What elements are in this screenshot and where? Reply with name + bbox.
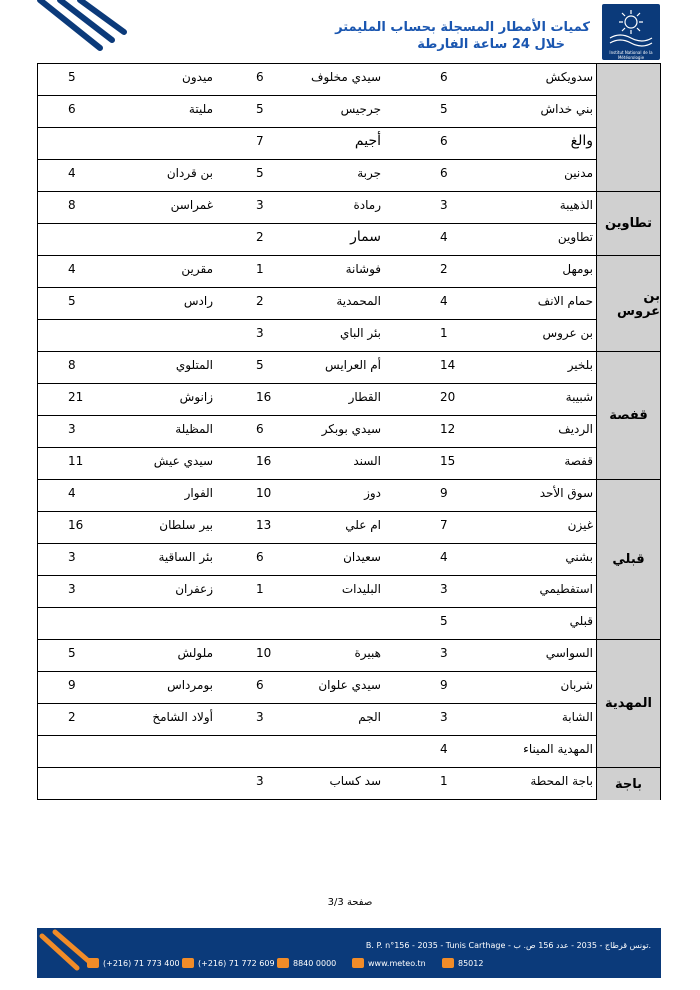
rainfall-value: 9 [68, 678, 76, 692]
station-name: جرجيس [340, 102, 381, 116]
station-name: باجة المحطة [530, 774, 593, 788]
station-name: بئر الساقية [158, 550, 213, 564]
rainfall-value: 3 [256, 198, 264, 212]
station-name: الذهيبة [559, 198, 593, 212]
header-stripes [0, 0, 140, 70]
station-name: غيزن [567, 518, 593, 532]
rainfall-value: 15 [440, 454, 456, 468]
rainfall-value: 7 [256, 134, 264, 148]
station-name: حمام الانف [537, 294, 593, 308]
rainfall-value: 2 [68, 710, 76, 724]
table-row [38, 192, 596, 224]
governorate-cell: بن عروس [596, 256, 660, 352]
footer-contact [87, 958, 180, 968]
table-row [38, 768, 596, 800]
station-name: الشابة [561, 710, 593, 724]
table-row [38, 704, 596, 736]
footer-contact [352, 958, 426, 968]
rainfall-value: 2 [440, 262, 448, 276]
rainfall-value: 1 [440, 326, 448, 340]
station-name: ميدون [182, 70, 213, 84]
rainfall-value: 5 [68, 70, 76, 84]
rainfall-value: 8 [68, 358, 76, 372]
table-row [38, 256, 596, 288]
rainfall-value: 3 [68, 582, 76, 596]
footer-contacts [87, 958, 651, 972]
table-row [38, 544, 596, 576]
table-row [38, 64, 596, 96]
table-row [38, 96, 596, 128]
rainfall-value: 4 [440, 742, 448, 756]
table-row [38, 576, 596, 608]
station-name: فوشانة [345, 262, 381, 276]
rainfall-value: 1 [256, 582, 264, 596]
rainfall-value: 9 [440, 678, 448, 692]
governorate-cell: المهدية [596, 640, 660, 768]
rainfall-value: 5 [256, 102, 264, 116]
station-name: سد كساب [329, 774, 381, 788]
rainfall-value: 12 [440, 422, 456, 436]
station-name: تطاوين [557, 230, 593, 244]
station-name: بشني [565, 550, 593, 564]
rainfall-value: 21 [68, 390, 84, 404]
station-name: رمادة [353, 198, 381, 212]
station-name: دوز [364, 486, 381, 500]
station-name: المظيلة [175, 422, 213, 436]
rainfall-value: 4 [68, 166, 76, 180]
governorate-cell: تطاوين [596, 192, 660, 256]
rainfall-value: 6 [256, 550, 264, 564]
station-name: قفصة [564, 454, 593, 468]
page-subtitle: خلال 24 ساعة الفارطة [417, 37, 565, 52]
footer-contact [182, 958, 275, 968]
rainfall-value: 6 [68, 102, 76, 116]
station-name: هبيرة [354, 646, 381, 660]
station-name: القطار [348, 390, 381, 404]
station-name: سيدي عيش [153, 454, 213, 468]
station-name: سيدي بوبكر [321, 422, 381, 436]
rainfall-value: 6 [440, 70, 448, 84]
web-icon [352, 958, 364, 968]
phone-short-icon [277, 958, 289, 968]
rainfall-value: 4 [440, 230, 448, 244]
rainfall-value: 4 [440, 550, 448, 564]
rainfall-value: 2 [256, 230, 264, 244]
rainfall-value: 4 [68, 262, 76, 276]
phone-icon [87, 958, 99, 968]
station-name: مليتة [188, 102, 213, 116]
table-row [38, 416, 596, 448]
footer-contact-text: www.meteo.tn [368, 958, 426, 968]
rainfall-value: 3 [256, 710, 264, 724]
footer-address: B. P. n°156 - 2035 - Tunis Carthage - تونس قرطاج - 2035 - عدد 156 ص. ب. [365, 941, 651, 950]
footer-contact-text: (+216) 71 773 400 [103, 958, 180, 968]
rainfall-value: 13 [256, 518, 272, 532]
rainfall-value: 4 [68, 486, 76, 500]
governorate-cell: قفصة [596, 352, 660, 480]
table-row [38, 608, 596, 640]
station-name: الجم [358, 710, 381, 724]
rainfall-value: 5 [68, 646, 76, 660]
table-row [38, 160, 596, 192]
rainfall-value: 16 [256, 454, 272, 468]
table-row [38, 224, 596, 256]
station-name: رادس [183, 294, 213, 308]
station-name: أولاد الشامخ [152, 710, 213, 724]
footer-contact-text: 85012 [458, 958, 484, 968]
rainfall-value: 8 [68, 198, 76, 212]
table-row [38, 480, 596, 512]
rainfall-value: 3 [440, 582, 448, 596]
footer [37, 928, 661, 978]
rainfall-value: 3 [440, 198, 448, 212]
station-name: زعفران [175, 582, 213, 596]
fax-icon [182, 958, 194, 968]
station-name: الفوار [184, 486, 213, 500]
station-name: البليدات [341, 582, 381, 596]
table-row [38, 672, 596, 704]
rainfall-value: 5 [256, 358, 264, 372]
logo-caption: Institut National de la Météorologie [609, 50, 653, 60]
station-name: بير سلطان [159, 518, 213, 532]
station-name: ملولش [177, 646, 213, 660]
station-name: جربة [357, 166, 381, 180]
footer-contact-text: 8840 0000 [293, 958, 337, 968]
station-name: سوق الأحد [539, 486, 593, 500]
station-name: بومرداس [167, 678, 213, 692]
table-row [38, 512, 596, 544]
station-name: شبيبة [565, 390, 593, 404]
sms-icon [442, 958, 454, 968]
rainfall-value: 5 [440, 102, 448, 116]
station-name: بومهل [562, 262, 593, 276]
station-name: والغ [570, 133, 593, 149]
rainfall-value: 10 [256, 486, 272, 500]
table-row [38, 736, 596, 768]
rainfall-value: 3 [256, 774, 264, 788]
station-name: زانوش [179, 390, 213, 404]
table-row [38, 288, 596, 320]
rainfall-value: 6 [440, 134, 448, 148]
governorate-cell: قبلي [596, 480, 660, 640]
rainfall-value: 6 [440, 166, 448, 180]
table-row [38, 320, 596, 352]
station-name: سيدي علوان [318, 678, 381, 692]
station-name: مدنين [564, 166, 593, 180]
rainfall-value: 11 [68, 454, 84, 468]
station-name: سعيدان [343, 550, 381, 564]
rainfall-value: 5 [68, 294, 76, 308]
rainfall-value: 5 [440, 614, 448, 628]
station-name: شربان [560, 678, 593, 692]
station-name: سيدي مخلوف [311, 70, 381, 84]
rainfall-value: 4 [440, 294, 448, 308]
station-name: بن قردان [166, 166, 213, 180]
station-name: مقرين [181, 262, 213, 276]
rainfall-value: 3 [440, 710, 448, 724]
station-name: الرديف [558, 422, 593, 436]
table-row [38, 128, 596, 160]
station-name: المحمدية [336, 294, 381, 308]
station-name: سدويكش [545, 70, 593, 84]
rainfall-value: 3 [440, 646, 448, 660]
rainfall-value: 1 [256, 262, 264, 276]
governorate-cell [596, 64, 660, 192]
station-name: بلخير [567, 358, 593, 372]
page-number: صفحة 3/3 [327, 897, 373, 908]
station-name: أم العرايس [325, 358, 381, 372]
governorate-cell: باجة [596, 768, 660, 800]
rainfall-value: 3 [68, 422, 76, 436]
footer-contact [277, 958, 336, 968]
rainfall-value: 3 [256, 326, 264, 340]
rainfall-value: 3 [68, 550, 76, 564]
rainfall-value: 16 [256, 390, 272, 404]
station-name: السند [353, 454, 381, 468]
rainfall-table [37, 63, 661, 800]
station-name: بني خداش [540, 102, 593, 116]
rainfall-value: 9 [440, 486, 448, 500]
station-name: بئر الباي [339, 326, 381, 340]
rainfall-value: 1 [440, 774, 448, 788]
rainfall-value: 20 [440, 390, 456, 404]
rainfall-value: 14 [440, 358, 456, 372]
table-row [38, 640, 596, 672]
footer-contact-text: (+216) 71 772 609 [198, 958, 275, 968]
table-row [38, 448, 596, 480]
station-name: غمراسن [170, 198, 213, 212]
rainfall-value: 6 [256, 422, 264, 436]
station-name: السواسي [545, 646, 593, 660]
station-name: ام علي [345, 518, 381, 532]
rainfall-value: 7 [440, 518, 448, 532]
rainfall-value: 2 [256, 294, 264, 308]
station-name: سمار [350, 229, 381, 245]
station-name: المهدية الميناء [523, 742, 593, 756]
page-title: كميات الأمطار المسجلة بحساب المليمتر [335, 20, 590, 35]
rainfall-value: 5 [256, 166, 264, 180]
footer-contact [442, 958, 483, 968]
rainfall-value: 10 [256, 646, 272, 660]
station-name: بن عروس [542, 326, 593, 340]
station-name: قبلي [569, 614, 593, 628]
table-row [38, 384, 596, 416]
station-name: المتلوي [175, 358, 213, 372]
station-name: استفطيمي [539, 582, 593, 596]
rainfall-value: 6 [256, 70, 264, 84]
governorate-column [596, 64, 660, 799]
rainfall-value: 6 [256, 678, 264, 692]
table-row [38, 352, 596, 384]
rainfall-value: 16 [68, 518, 84, 532]
station-name: أجيم [354, 133, 381, 149]
